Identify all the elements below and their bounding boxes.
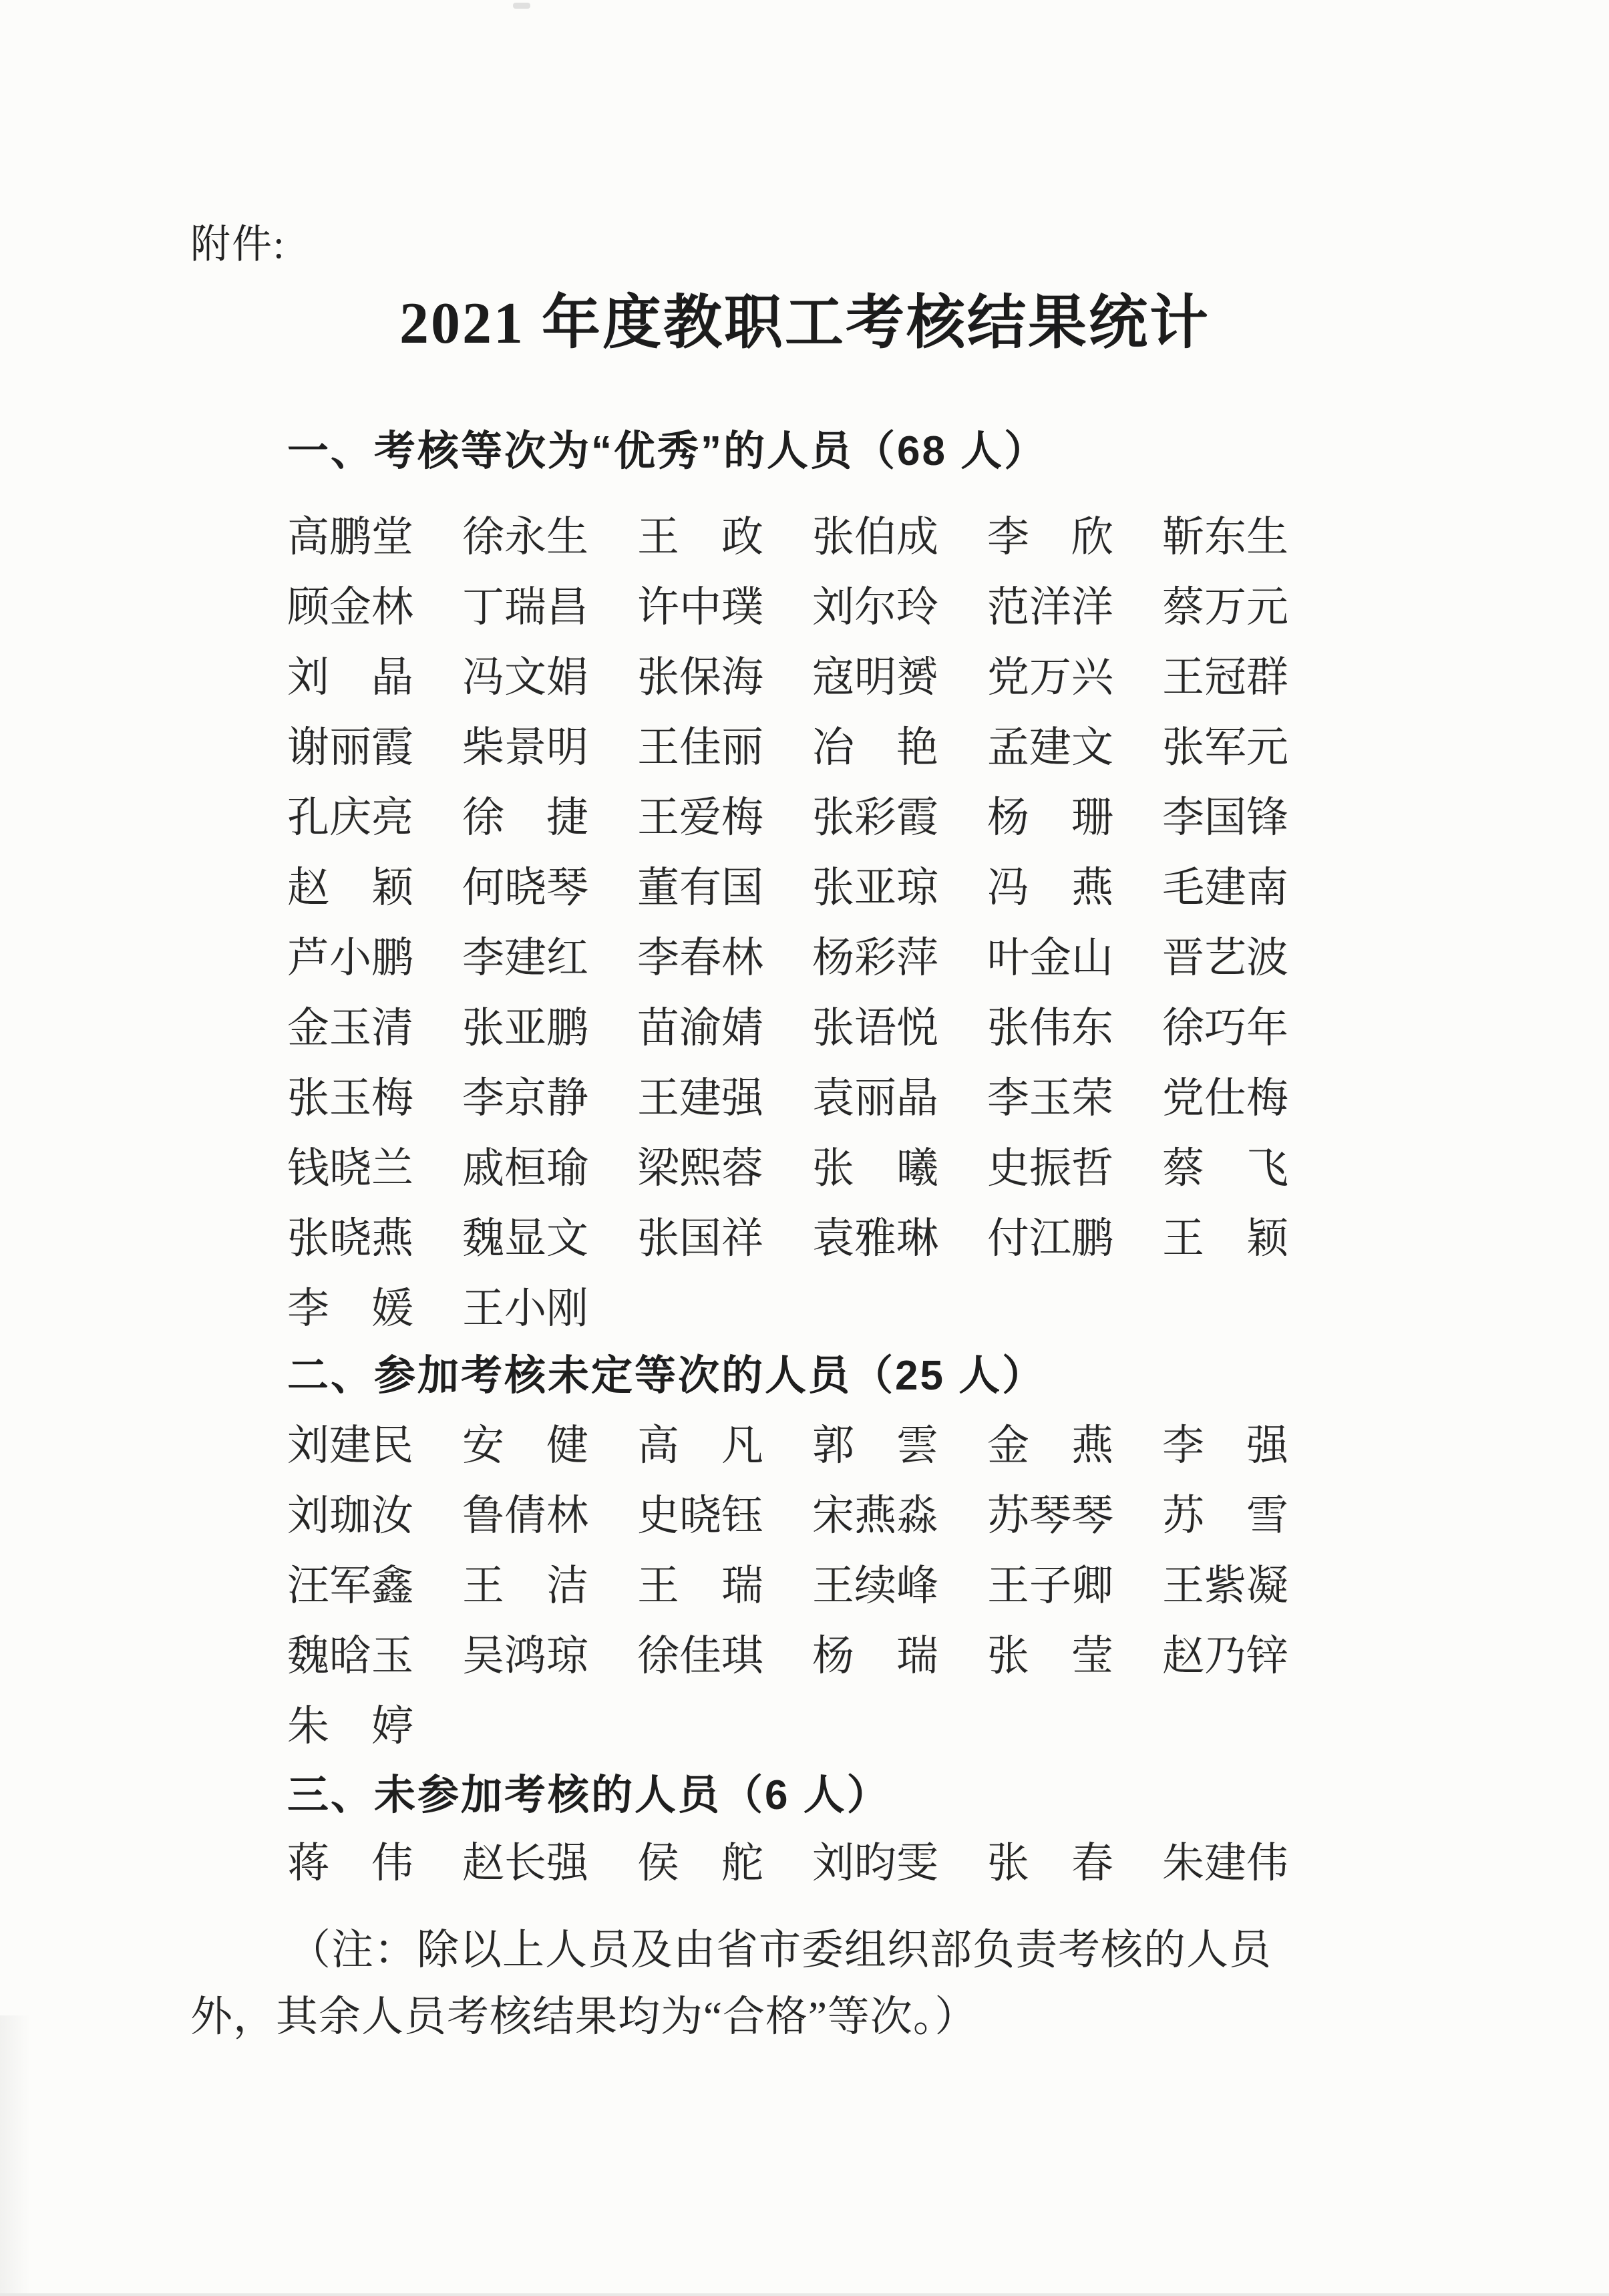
name-list-ungraded — [287, 1422, 1419, 1750]
person-name: 刘尔玲 — [812, 583, 938, 631]
person-name: 朱 婷 — [287, 1702, 413, 1750]
document-content — [190, 0, 1419, 2050]
person-name: 梁熙蓉 — [637, 1144, 763, 1192]
person-name: 张 曦 — [812, 1144, 938, 1192]
person-name: 安 健 — [462, 1422, 588, 1469]
person-name: 刘珈汝 — [287, 1492, 413, 1539]
person-name: 刘 晶 — [287, 653, 413, 701]
person-name: 徐 捷 — [462, 794, 588, 841]
person-name: 魏晗玉 — [287, 1632, 413, 1679]
person-name: 冯 燕 — [987, 864, 1113, 911]
person-name: 范洋洋 — [987, 583, 1113, 631]
person-name: 蒋 伟 — [287, 1839, 413, 1887]
person-name: 丁瑞昌 — [462, 583, 588, 631]
section-heading-excellent: 一、考核等次为“优秀”的人员（68 人） — [287, 428, 1048, 474]
person-name: 李 媛 — [287, 1285, 413, 1332]
person-name: 张语悦 — [812, 1004, 938, 1051]
name-list-excellent — [287, 513, 1419, 1332]
person-name: 张 春 — [987, 1839, 1113, 1887]
person-name: 李国锋 — [1162, 794, 1288, 841]
person-name: 宋燕淼 — [812, 1492, 938, 1539]
person-name: 汪军鑫 — [287, 1562, 413, 1609]
person-name: 史振哲 — [987, 1144, 1113, 1192]
person-name: 张亚鹏 — [462, 1004, 588, 1051]
person-name: 高鹏堂 — [287, 513, 413, 560]
person-name: 王 洁 — [462, 1562, 588, 1609]
scan-edge-line — [0, 2293, 1609, 2296]
person-name: 戚桓瑜 — [462, 1144, 588, 1192]
person-name: 赵乃锌 — [1162, 1632, 1288, 1679]
person-name: 靳东生 — [1162, 513, 1288, 560]
person-name: 李建红 — [462, 934, 588, 981]
person-name: 袁雅琳 — [812, 1214, 938, 1262]
person-name: 张保海 — [637, 653, 763, 701]
person-name: 李 欣 — [987, 513, 1113, 560]
section-heading-ungraded: 二、参加考核未定等次的人员（25 人） — [287, 1352, 1046, 1399]
person-name: 党万兴 — [987, 653, 1113, 701]
person-name: 李玉荣 — [987, 1074, 1113, 1122]
person-name: 何晓琴 — [462, 864, 588, 911]
person-name: 侯 舵 — [637, 1839, 763, 1887]
document-title: 2021 年度教职工考核结果统计 — [399, 291, 1210, 356]
person-name: 鲁倩林 — [462, 1492, 588, 1539]
section-heading-not-assessed: 三、未参加考核的人员（6 人） — [287, 1772, 890, 1818]
person-name: 晋艺波 — [1162, 934, 1288, 981]
person-name: 张亚琼 — [812, 864, 938, 911]
person-name: 张伯成 — [812, 513, 938, 560]
person-name: 徐佳琪 — [637, 1632, 763, 1679]
person-name: 郭 雲 — [812, 1422, 938, 1469]
person-name: 谢丽霞 — [287, 723, 413, 771]
person-name: 王紫凝 — [1162, 1562, 1288, 1609]
person-name: 袁丽晶 — [812, 1074, 938, 1122]
person-name: 苏 雪 — [1162, 1492, 1288, 1539]
person-name: 朱建伟 — [1162, 1839, 1288, 1887]
person-name: 苏琴琴 — [987, 1492, 1113, 1539]
person-name: 李春林 — [637, 934, 763, 981]
person-name: 张军元 — [1162, 723, 1288, 771]
person-name: 张 莹 — [987, 1632, 1113, 1679]
person-name: 魏显文 — [462, 1214, 588, 1262]
person-name: 毛建南 — [1162, 864, 1288, 911]
person-name: 赵 颖 — [287, 864, 413, 911]
person-name: 王佳丽 — [637, 723, 763, 771]
person-name: 冯文娟 — [462, 653, 588, 701]
person-name: 徐永生 — [462, 513, 588, 560]
person-name: 杨 珊 — [987, 794, 1113, 841]
person-name: 杨 瑞 — [812, 1632, 938, 1679]
person-name: 张彩霞 — [812, 794, 938, 841]
person-name: 许中璞 — [637, 583, 763, 631]
person-name: 张晓燕 — [287, 1214, 413, 1262]
footnote: （注：除以上人员及由省市委组织部负责考核的人员外，其余人员考核结果均为“合格”等次。） — [190, 1926, 1272, 2040]
person-name: 张国祥 — [637, 1214, 763, 1262]
person-name: 孔庆亮 — [287, 794, 413, 841]
person-name: 李 强 — [1162, 1422, 1288, 1469]
person-name: 王小刚 — [462, 1285, 588, 1332]
person-name: 张伟东 — [987, 1004, 1113, 1051]
person-name: 李京静 — [462, 1074, 588, 1122]
person-name: 柴景明 — [462, 723, 588, 771]
person-name: 钱晓兰 — [287, 1144, 413, 1192]
person-name: 史晓钰 — [637, 1492, 763, 1539]
person-name: 王冠群 — [1162, 653, 1288, 701]
person-name: 王建强 — [637, 1074, 763, 1122]
person-name: 赵长强 — [462, 1839, 588, 1887]
person-name: 孟建文 — [987, 723, 1113, 771]
person-name: 顾金林 — [287, 583, 413, 631]
person-name: 叶金山 — [987, 934, 1113, 981]
person-name: 吴鸿琼 — [462, 1632, 588, 1679]
person-name: 王 政 — [637, 513, 763, 560]
person-name: 付江鹏 — [987, 1214, 1113, 1262]
person-name: 党仕梅 — [1162, 1074, 1288, 1122]
scan-edge-shadow — [0, 2015, 31, 2296]
person-name: 高 凡 — [637, 1422, 763, 1469]
person-name: 寇明赟 — [812, 653, 938, 701]
person-name: 金 燕 — [987, 1422, 1113, 1469]
name-list-not-assessed — [287, 1839, 1419, 1887]
person-name: 王 颖 — [1162, 1214, 1288, 1262]
person-name: 苗渝婧 — [637, 1004, 763, 1051]
person-name: 冶 艳 — [812, 723, 938, 771]
person-name: 杨彩萍 — [812, 934, 938, 981]
person-name: 王 瑞 — [637, 1562, 763, 1609]
person-name: 王子卿 — [987, 1562, 1113, 1609]
person-name: 芦小鹏 — [287, 934, 413, 981]
person-name: 徐巧年 — [1162, 1004, 1288, 1051]
person-name: 张玉梅 — [287, 1074, 413, 1122]
person-name: 王续峰 — [812, 1562, 938, 1609]
person-name: 刘建民 — [287, 1422, 413, 1469]
person-name: 蔡万元 — [1162, 583, 1288, 631]
person-name: 蔡 飞 — [1162, 1144, 1288, 1192]
person-name: 金玉清 — [287, 1004, 413, 1051]
person-name: 刘昀雯 — [812, 1839, 938, 1887]
person-name: 董有国 — [637, 864, 763, 911]
person-name: 王爱梅 — [637, 794, 763, 841]
attachment-label: 附件: — [190, 222, 286, 267]
